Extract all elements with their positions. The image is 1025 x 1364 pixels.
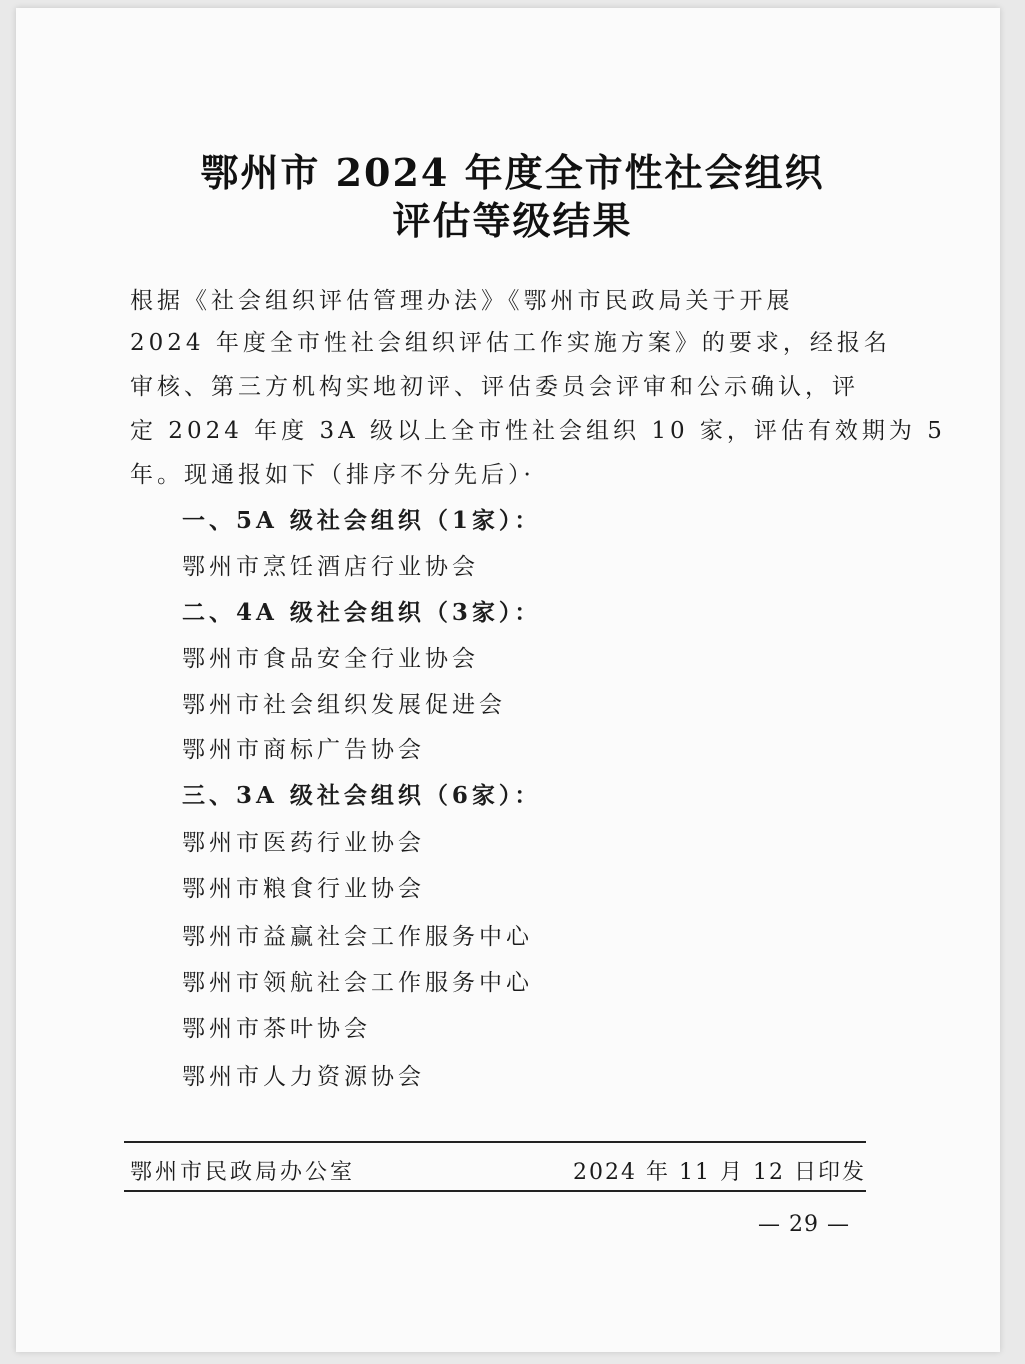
org-item: 鄂州市茶叶协会 [182, 1016, 371, 1042]
section-heading-5a: 一、5A 级社会组织（1家）： [182, 507, 542, 534]
org-item: 鄂州市粮食行业协会 [182, 876, 425, 902]
intro-line: 根据《社会组织评估管理办法》《鄂州市民政局关于开展 [130, 288, 794, 314]
org-item: 鄂州市商标广告协会 [182, 737, 425, 763]
org-item: 鄂州市医药行业协会 [182, 830, 425, 856]
page-number: — 29 — [758, 1212, 850, 1237]
section-heading-4a: 二、4A 级社会组织（3家）： [182, 599, 542, 626]
org-item: 鄂州市领航社会工作服务中心 [182, 970, 533, 996]
footer-date: 2024 年 11 月 12 日印发 [573, 1160, 866, 1185]
footer-bottom-rule [124, 1190, 866, 1192]
org-item: 鄂州市益赢社会工作服务中心 [182, 924, 533, 950]
document-title-line-2: 评估等级结果 [392, 198, 633, 243]
document-title-line-1: 鄂州市 2024 年度全市性社会组织 [200, 150, 825, 195]
intro-line: 年。现通报如下（排序不分先后）· [130, 462, 535, 488]
footer-issuer: 鄂州市民政局办公室 [130, 1160, 356, 1185]
footer-top-rule [124, 1141, 866, 1143]
org-item: 鄂州市烹饪酒店行业协会 [182, 554, 479, 580]
intro-line: 审核、第三方机构实地初评、评估委员会评审和公示确认，评 [130, 374, 859, 400]
org-item: 鄂州市社会组织发展促进会 [182, 692, 506, 718]
intro-line: 定 2024 年度 3A 级以上全市性社会组织 10 家，评估有效期为 5 [130, 418, 946, 444]
org-item: 鄂州市食品安全行业协会 [182, 646, 479, 672]
section-heading-3a: 三、3A 级社会组织（6家）： [182, 782, 542, 809]
org-item: 鄂州市人力资源协会 [182, 1064, 425, 1090]
intro-line: 2024 年度全市性社会组织评估工作实施方案》的要求，经报名 [130, 330, 891, 356]
